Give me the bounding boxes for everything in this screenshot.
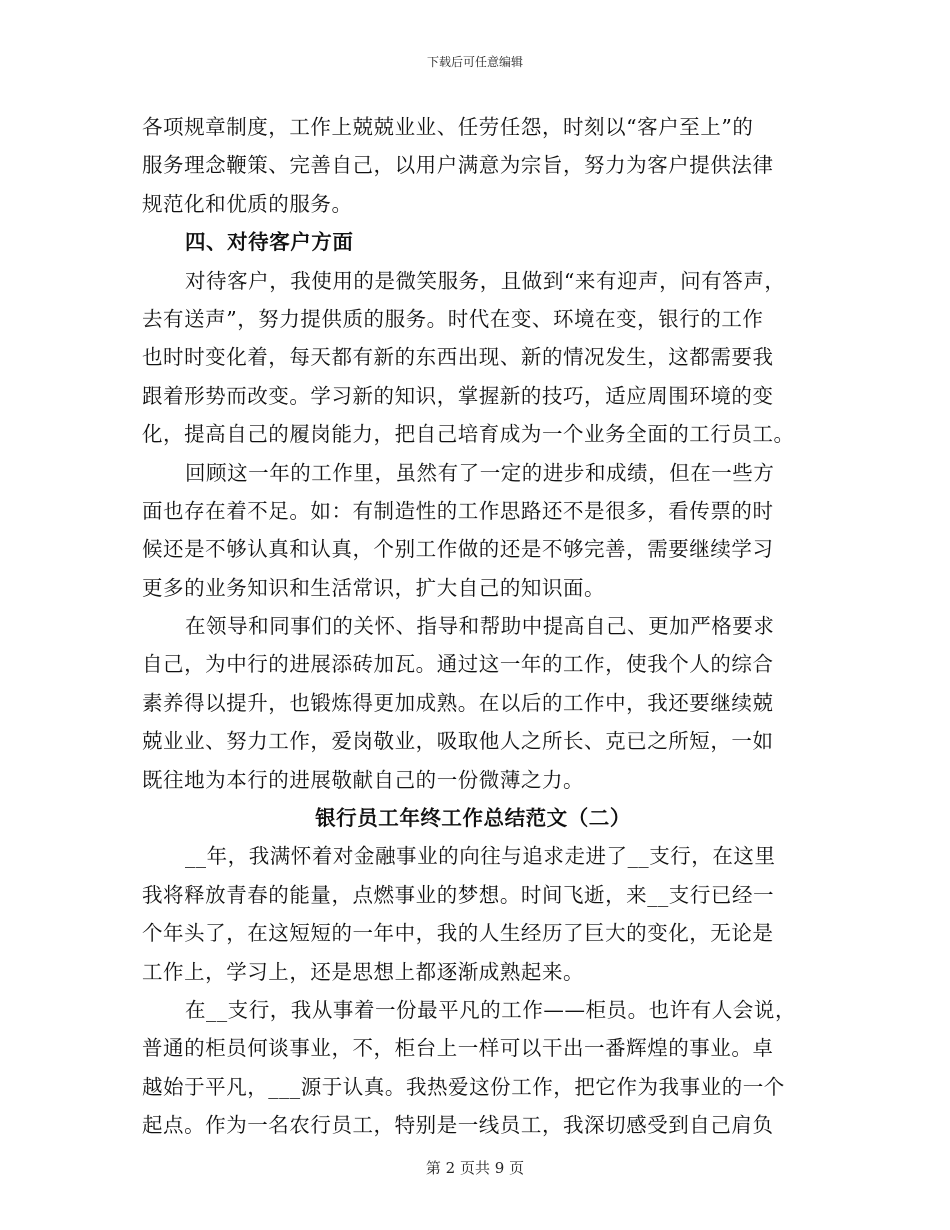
text-line: 兢业业、努力工作，爱岗敬业，吸取他人之所长、克已之所短，一如 xyxy=(142,729,774,754)
text-line: __年，我满怀着对金融事业的向往与追求走进了__支行，在这里 xyxy=(185,844,776,869)
page-header: 下载后可任意编辑 xyxy=(426,55,523,69)
text-line: 跟着形势而改变。学习新的知识，掌握新的技巧，适应周围环境的变 xyxy=(142,383,774,408)
text-line: 起点。作为一名农行员工，特别是一线员工，我深切感受到自己肩负 xyxy=(142,1113,774,1138)
text-line: 也时时变化着，每天都有新的东西出现、新的情况发生，这都需要我 xyxy=(142,345,774,370)
text-line: 普通的柜员何谈事业，不，柜台上一样可以干出一番辉煌的事业。卓 xyxy=(142,1036,774,1061)
text-line: 素养得以提升，也锻炼得更加成熟。在以后的工作中，我还要继续兢 xyxy=(142,690,774,715)
page-number: 第 2 页共 9 页 xyxy=(425,1159,525,1177)
text-line: 更多的业务知识和生活常识，扩大自己的知识面。 xyxy=(142,575,606,600)
text-line: 在领导和同事们的关怀、指导和帮助中提高自己、更加严格要求 xyxy=(185,614,775,639)
text-line: 对待客户，我使用的是微笑服务，且做到“来有迎声，问有答声， xyxy=(185,268,786,293)
document-title: 银行员工年终工作总结范文（二） xyxy=(315,806,631,831)
text-line: 规范化和优质的服务。 xyxy=(142,191,353,216)
text-line: 候还是不够认真和认真，个别工作做的还是不够完善，需要继续学习 xyxy=(142,537,774,562)
text-line: 工作上，学习上，还是思想上都逐渐成熟起来。 xyxy=(142,959,585,984)
text-line: 个年头了，在这短短的一年中，我的人生经历了巨大的变化，无论是 xyxy=(142,921,774,946)
text-line: 越始于平凡，___源于认真。我热爱这份工作，把它作为我事业的一个 xyxy=(142,1074,785,1099)
section-heading: 四、对待客户方面 xyxy=(185,230,354,255)
text-line: 各项规章制度，工作上兢兢业业、任劳任怨，时刻以“客户至上”的 xyxy=(142,115,754,139)
text-line: 服务理念鞭策、完善自己，以用户满意为宗旨，努力为客户提供法律 xyxy=(142,153,774,178)
text-line: 自己，为中行的进展添砖加瓦。通过这一年的工作，使我个人的综合 xyxy=(142,652,774,677)
text-line: 去有送声”，努力提供质的服务。时代在变、环境在变，银行的工作 xyxy=(142,306,764,331)
document-body xyxy=(142,108,802,1145)
text-line: 化，提高自己的履岗能力，把自己培育成为一个业务全面的工行员工。 xyxy=(142,422,795,447)
text-line: 我将释放青春的能量，点燃事业的梦想。时间飞逝，来__支行已经一 xyxy=(142,882,775,907)
text-line: 面也存在着不足。如：有制造性的工作思路还不是很多，看传票的时 xyxy=(142,498,774,523)
text-line: 回顾这一年的工作里，虽然有了一定的进步和成绩，但在一些方 xyxy=(185,460,775,485)
text-line: 既往地为本行的进展敬献自己的一份微薄之力。 xyxy=(142,767,585,792)
text-line: 在__支行，我从事着一份最平凡的工作——柜员。也许有人会说， xyxy=(185,997,796,1022)
